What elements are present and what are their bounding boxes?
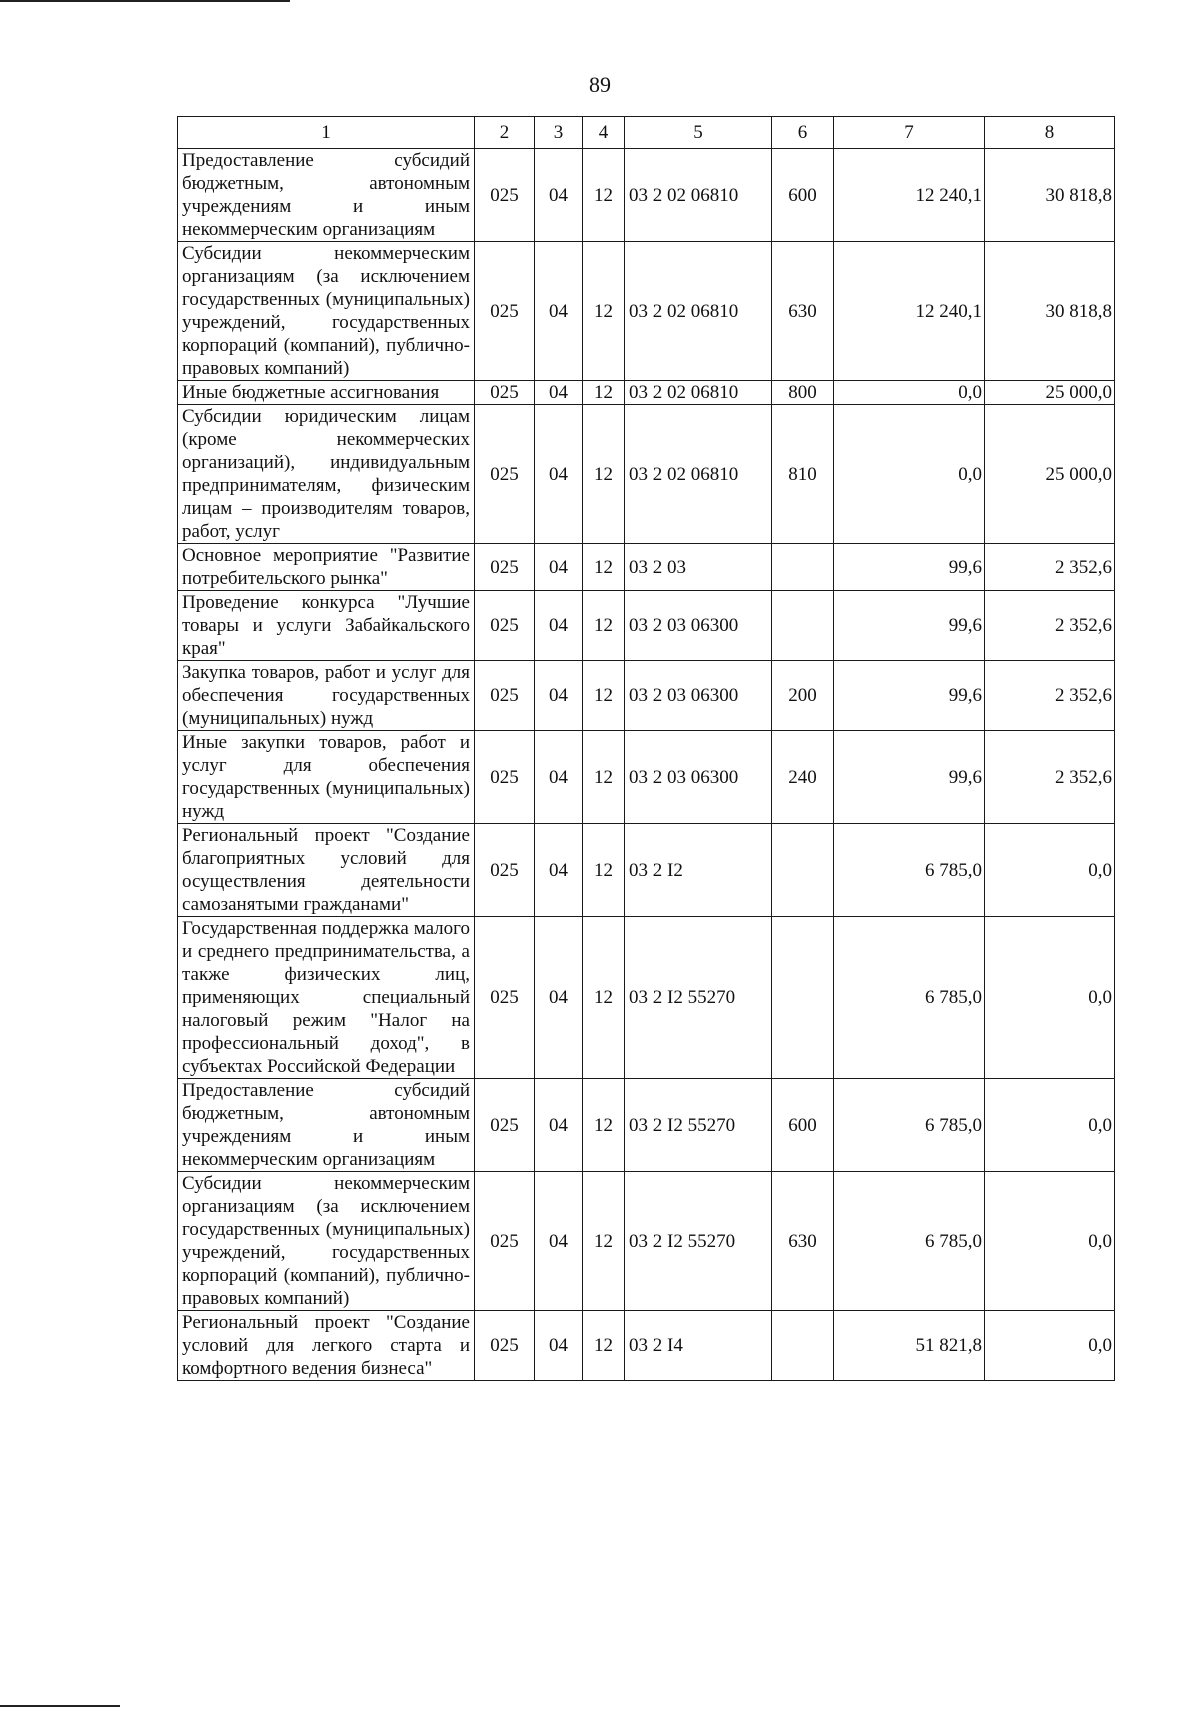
row-name: Проведение конкурса "Лучшие товары и услуги Забайкальского края" [178,591,475,661]
row-name: Основное мероприятие "Развитие потребительского рынка" [178,544,475,591]
amount-col7: 6 785,0 [834,1079,985,1172]
expense-type-code: 600 [772,149,834,242]
section-code: 04 [535,1172,583,1311]
row-name: Региональный проект "Создание благоприятных условий для осуществления деятельности самозанятыми гражданами" [178,824,475,917]
target-article-code: 03 2 03 06300 [625,591,772,661]
chapter-code: 025 [475,824,535,917]
subsection-code: 12 [583,661,625,731]
amount-col7: 6 785,0 [834,917,985,1079]
amount-col7: 0,0 [834,405,985,544]
amount-col8: 25 000,0 [985,381,1115,405]
expense-type-code: 240 [772,731,834,824]
col-header: 8 [985,117,1115,149]
row-name: Иные закупки товаров, работ и услуг для обеспечения государственных (муниципальных) нужд [178,731,475,824]
section-code: 04 [535,242,583,381]
amount-col8: 2 352,6 [985,591,1115,661]
chapter-code: 025 [475,149,535,242]
col-header: 2 [475,117,535,149]
table-row [178,1079,1115,1172]
target-article-code: 03 2 03 06300 [625,731,772,824]
section-code: 04 [535,591,583,661]
chapter-code: 025 [475,1172,535,1311]
table-row [178,591,1115,661]
amount-col7: 6 785,0 [834,1172,985,1311]
row-name: Субсидии некоммерческим организациям (за исключением государственных (муниципальных) учреждений, государственных корпораций (компаний), публично-правовых компаний) [178,1172,475,1311]
target-article-code: 03 2 I2 55270 [625,1172,772,1311]
subsection-code: 12 [583,1079,625,1172]
target-article-code: 03 2 I2 [625,824,772,917]
subsection-code: 12 [583,1311,625,1381]
expense-type-code [772,591,834,661]
section-code: 04 [535,381,583,405]
amount-col7: 6 785,0 [834,824,985,917]
amount-col8: 2 352,6 [985,661,1115,731]
section-code: 04 [535,405,583,544]
col-header: 1 [178,117,475,149]
subsection-code: 12 [583,405,625,544]
amount-col7: 12 240,1 [834,242,985,381]
subsection-code: 12 [583,1172,625,1311]
target-article-code: 03 2 I2 55270 [625,1079,772,1172]
expense-type-code: 800 [772,381,834,405]
budget-table [177,116,1115,1381]
expense-type-code: 630 [772,1172,834,1311]
col-header: 7 [834,117,985,149]
col-header: 6 [772,117,834,149]
chapter-code: 025 [475,731,535,824]
row-name: Субсидии юридическим лицам (кроме некоммерческих организаций), индивидуальным предпринимателям, физическим лицам – производителям товаров, работ, услуг [178,405,475,544]
table-row [178,731,1115,824]
subsection-code: 12 [583,544,625,591]
section-code: 04 [535,544,583,591]
table-row [178,1172,1115,1311]
table-row [178,381,1115,405]
page-number: 89 [589,72,611,97]
subsection-code: 12 [583,242,625,381]
amount-col7: 99,6 [834,731,985,824]
header-row [178,117,1115,149]
chapter-code: 025 [475,242,535,381]
table-row [178,242,1115,381]
expense-type-code [772,1311,834,1381]
row-name: Предоставление субсидий бюджетным, автономным учреждениям и иным некоммерческим организациям [178,149,475,242]
expense-type-code [772,824,834,917]
amount-col8: 0,0 [985,1311,1115,1381]
amount-col7: 99,6 [834,591,985,661]
chapter-code: 025 [475,917,535,1079]
amount-col8: 2 352,6 [985,544,1115,591]
chapter-code: 025 [475,1079,535,1172]
subsection-code: 12 [583,591,625,661]
table-row [178,544,1115,591]
target-article-code: 03 2 I2 55270 [625,917,772,1079]
target-article-code: 03 2 02 06810 [625,242,772,381]
amount-col8: 2 352,6 [985,731,1115,824]
row-name: Предоставление субсидий бюджетным, автономным учреждениям и иным некоммерческим организациям [178,1079,475,1172]
chapter-code: 025 [475,591,535,661]
amount-col8: 30 818,8 [985,149,1115,242]
scan-edge-bottom [0,1705,120,1707]
section-code: 04 [535,917,583,1079]
amount-col8: 30 818,8 [985,242,1115,381]
table-row [178,661,1115,731]
chapter-code: 025 [475,381,535,405]
target-article-code: 03 2 02 06810 [625,381,772,405]
chapter-code: 025 [475,661,535,731]
table-row [178,149,1115,242]
amount-col8: 0,0 [985,917,1115,1079]
table-row [178,405,1115,544]
col-header: 3 [535,117,583,149]
table-row [178,917,1115,1079]
amount-col7: 51 821,8 [834,1311,985,1381]
expense-type-code: 600 [772,1079,834,1172]
row-name: Субсидии некоммерческим организациям (за исключением государственных (муниципальных) учреждений, государственных корпораций (компаний), публично-правовых компаний) [178,242,475,381]
expense-type-code [772,917,834,1079]
expense-type-code: 630 [772,242,834,381]
subsection-code: 12 [583,917,625,1079]
row-name: Региональный проект "Создание условий для легкого старта и комфортного ведения бизнеса" [178,1311,475,1381]
target-article-code: 03 2 I4 [625,1311,772,1381]
section-code: 04 [535,149,583,242]
col-header: 5 [625,117,772,149]
amount-col8: 25 000,0 [985,405,1115,544]
chapter-code: 025 [475,544,535,591]
expense-type-code: 810 [772,405,834,544]
row-name: Закупка товаров, работ и услуг для обеспечения государственных (муниципальных) нужд [178,661,475,731]
section-code: 04 [535,1311,583,1381]
target-article-code: 03 2 03 06300 [625,661,772,731]
section-code: 04 [535,731,583,824]
scan-edge-top [0,0,290,2]
expense-type-code [772,544,834,591]
row-name: Иные бюджетные ассигнования [178,381,475,405]
expense-type-code: 200 [772,661,834,731]
subsection-code: 12 [583,824,625,917]
subsection-code: 12 [583,149,625,242]
section-code: 04 [535,824,583,917]
amount-col8: 0,0 [985,1079,1115,1172]
table-row [178,824,1115,917]
table-row [178,1311,1115,1381]
chapter-code: 025 [475,1311,535,1381]
section-code: 04 [535,1079,583,1172]
subsection-code: 12 [583,731,625,824]
target-article-code: 03 2 02 06810 [625,405,772,544]
amount-col8: 0,0 [985,1172,1115,1311]
amount-col7: 99,6 [834,661,985,731]
amount-col7: 0,0 [834,381,985,405]
col-header: 4 [583,117,625,149]
target-article-code: 03 2 03 [625,544,772,591]
amount-col7: 12 240,1 [834,149,985,242]
amount-col7: 99,6 [834,544,985,591]
section-code: 04 [535,661,583,731]
subsection-code: 12 [583,381,625,405]
amount-col8: 0,0 [985,824,1115,917]
target-article-code: 03 2 02 06810 [625,149,772,242]
chapter-code: 025 [475,405,535,544]
row-name: Государственная поддержка малого и среднего предпринимательства, а также физических лиц, применяющих специальный налоговый режим "Налог на профессиональный доход", в субъектах Российской Федерации [178,917,475,1079]
